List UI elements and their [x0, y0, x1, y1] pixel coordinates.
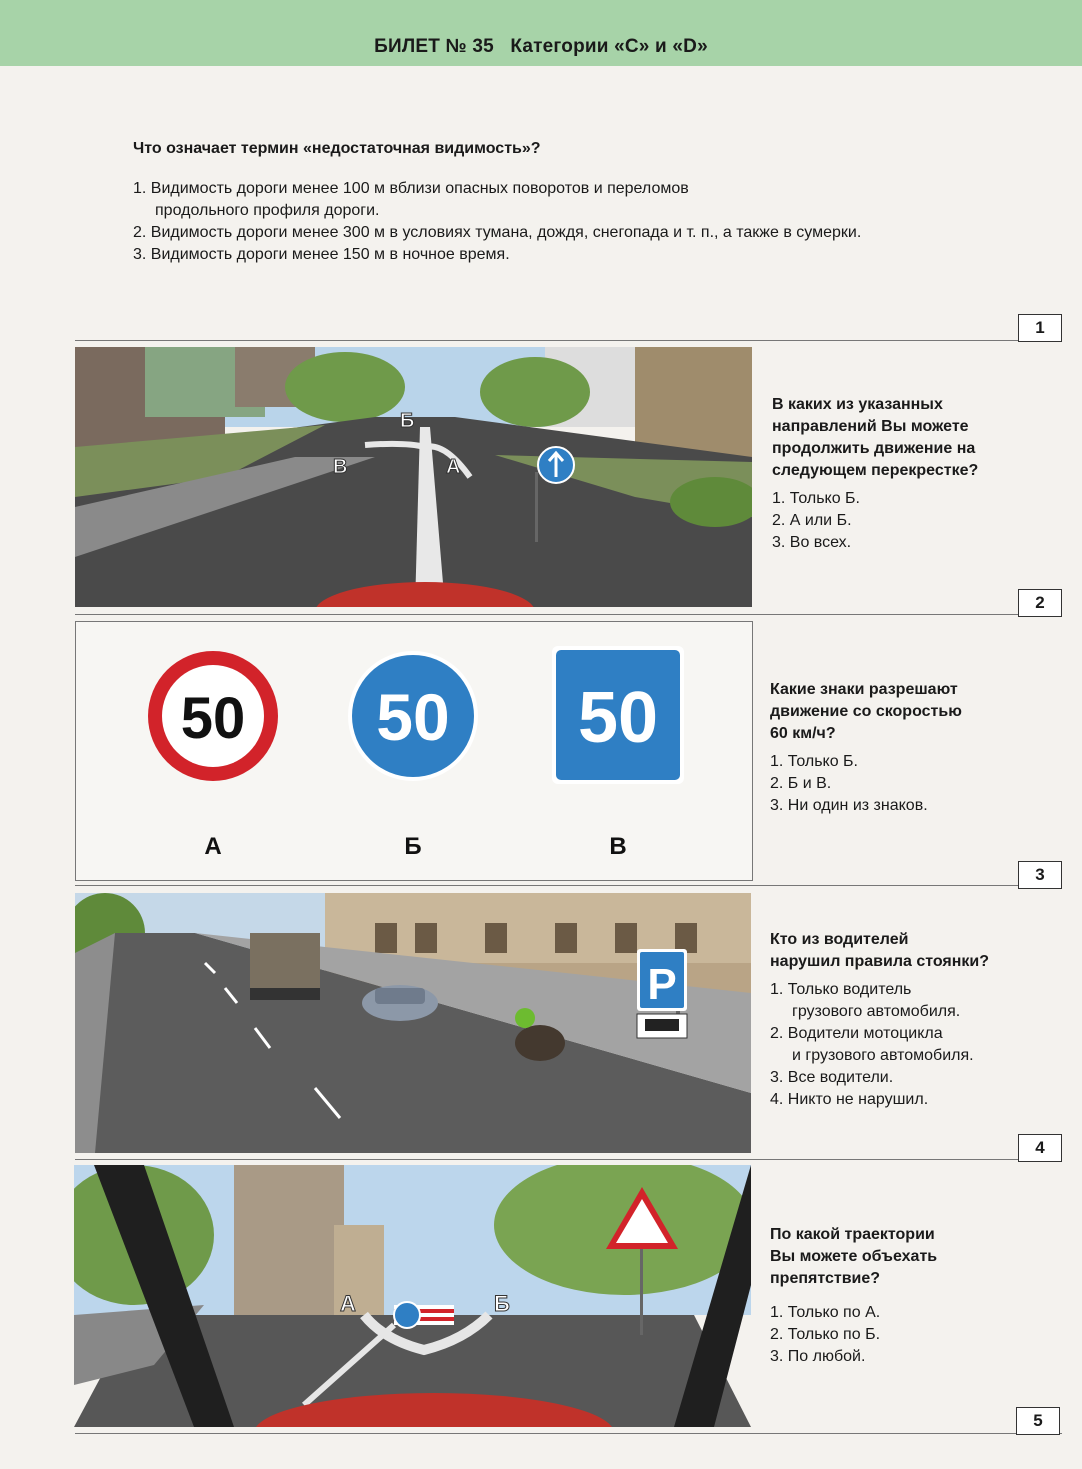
q5-answer-1[interactable]: 1. Только по А.: [770, 1304, 881, 1321]
q3-answer-3[interactable]: 3. Ни один из знаков.: [770, 797, 928, 814]
divider: [75, 614, 1062, 615]
q1-answer-1[interactable]: 1. Видимость дороги менее 100 м вблизи опасных поворотов и переломов продольного профиля дороги.: [133, 180, 689, 219]
q3-number: 3: [1018, 861, 1062, 889]
sign-a-label: А: [204, 833, 222, 860]
q2-label-b: Б: [400, 410, 415, 432]
q4-answer-2[interactable]: 2. Водители мотоцикла и грузового автомобиля.: [770, 1025, 974, 1064]
q1-answers: [133, 178, 1033, 266]
sign-b-min-speed: [348, 651, 478, 781]
sign-a-speed-limit: [148, 651, 278, 781]
divider: [75, 885, 1062, 886]
sign-v-recommended-speed: [552, 646, 684, 784]
q5-label-a: А: [340, 1291, 356, 1316]
q2-answer-2[interactable]: 2. А или Б.: [772, 512, 852, 529]
q5-question: По какой траектории Вы можете объехать препятствие?: [770, 1226, 938, 1287]
q2-number: 2: [1018, 589, 1062, 617]
sign-b-label: Б: [404, 833, 422, 860]
q3-signs-panel: [75, 621, 753, 881]
q4-answer-3[interactable]: 3. Все водители.: [770, 1069, 894, 1086]
q5-text: [770, 1224, 1062, 1368]
sign-a-value: 50: [180, 686, 246, 751]
q1-number: 1: [1018, 314, 1062, 342]
q4-number: 4: [1018, 1134, 1062, 1162]
sign-v-label: В: [609, 833, 627, 860]
q4-answers: [770, 979, 1062, 1111]
q3-question: Какие знаки разрешают движение со скоростью 60 км/ч?: [770, 681, 962, 742]
header-band: [0, 0, 1082, 66]
q4-answer-4[interactable]: 4. Никто не нарушил.: [770, 1091, 929, 1108]
q5-number: 5: [1016, 1407, 1060, 1435]
q4-text: [770, 929, 1062, 1111]
q3-answers: [770, 751, 1062, 817]
sign-b-value: 50: [376, 680, 450, 754]
q5-answer-3[interactable]: 3. По любой.: [770, 1348, 866, 1365]
parking-sign-letter: P: [647, 960, 677, 1009]
q3-answer-1[interactable]: 1. Только Б.: [770, 753, 858, 770]
divider: [75, 340, 1062, 341]
q1-question: Что означает термин «недостаточная видимость»?: [133, 140, 541, 157]
q2-question: В каких из указанных направлений Вы можете продолжить движение на следующем перекрестке?: [772, 396, 979, 479]
q4-question: Кто из водителей нарушил правила стоянки?: [770, 931, 990, 970]
divider: [75, 1433, 1062, 1434]
q5-answers: [770, 1302, 1062, 1368]
ticket-title: БИЛЕТ № 35 Категории «С» и «D»: [374, 36, 708, 57]
q4-answer-1[interactable]: 1. Только водитель грузового автомобиля.: [770, 981, 961, 1020]
divider: [75, 1159, 1062, 1160]
q5-label-b: Б: [494, 1291, 510, 1316]
q2-answers: [772, 488, 1062, 554]
q5-image: [74, 1165, 751, 1427]
q1-answer-3[interactable]: 3. Видимость дороги менее 150 м в ночное время.: [133, 246, 510, 263]
q2-answer-3[interactable]: 3. Во всех.: [772, 534, 852, 551]
sign-v-value: 50: [577, 678, 659, 758]
q5-answer-2[interactable]: 2. Только по Б.: [770, 1326, 881, 1343]
q3-answer-2[interactable]: 2. Б и В.: [770, 775, 832, 792]
q2-label-a: А: [446, 456, 461, 478]
q2-text: [772, 394, 1062, 554]
q4-image: [75, 893, 751, 1153]
q3-text: [770, 679, 1062, 817]
q1-answer-2[interactable]: 2. Видимость дороги менее 300 м в условиях тумана, дождя, снегопада и т. п., а также в сумерки.: [133, 224, 862, 241]
q2-answer-1[interactable]: 1. Только Б.: [772, 490, 860, 507]
q2-label-v: В: [333, 456, 348, 478]
q2-image: [75, 347, 752, 607]
